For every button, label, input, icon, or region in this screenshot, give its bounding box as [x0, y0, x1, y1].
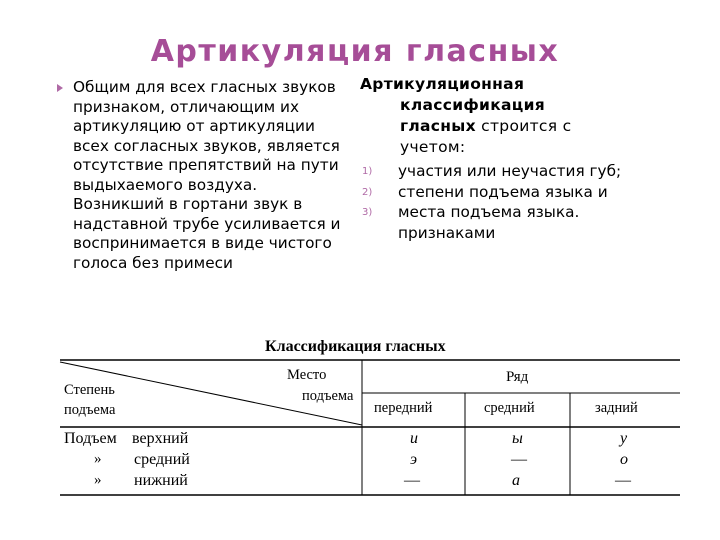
cell-middle-middle: — [511, 451, 527, 468]
heading-line-3 [360, 116, 680, 137]
row-prefix-lower: » [94, 472, 102, 488]
list-item [360, 161, 680, 182]
diag-label-degree: Степень [64, 382, 115, 398]
diag-label-place-2: подъема [302, 388, 354, 404]
diag-label-degree-2: подъема [64, 402, 116, 418]
list-text: участия или неучастия губ; [398, 162, 622, 180]
cell-upper-middle: ы [512, 430, 523, 447]
cell-middle-front: э [410, 451, 418, 468]
heading-line-3-rest: строится с [475, 117, 572, 135]
heading-line-4: учетом: [400, 138, 466, 156]
list-text: степени подъема языка и [398, 182, 608, 201]
slide-title: Артикуляция гласных [150, 34, 560, 69]
list-continuation: признаками [398, 223, 496, 242]
diag-label-place: Место [287, 367, 327, 383]
column-header-front: передний [374, 400, 433, 416]
numbered-list [360, 161, 680, 243]
cell-upper-back: у [620, 430, 628, 447]
row-label-lower: нижний [134, 472, 188, 489]
heading-line-1: Артикуляционная [360, 75, 525, 93]
row-prefix-middle: » [94, 451, 102, 467]
list-item [360, 202, 680, 223]
cell-lower-back: — [615, 472, 631, 489]
list-number: 1) [362, 166, 373, 177]
classification-heading [360, 74, 680, 158]
column-header-back: задний [595, 400, 638, 416]
left-column [57, 78, 347, 330]
vowel-classification-table [52, 330, 682, 502]
left-paragraph: Общим для всех гласных звуков признаком, отличающим их артикуляцию от артикуляции всех согласных звуков, является отсутствие препятствий на пути выдыхаемого воздуха. Возникший в гортани звук в надставной трубе усиливается и воспринимается в виде чистого голоса без примеси [73, 78, 341, 272]
row-prefix-upper: Подъем [64, 430, 117, 447]
table-caption: Классификация гласных [265, 338, 446, 355]
row-label-middle: средний [134, 451, 190, 468]
list-number: 3) [362, 207, 373, 218]
cell-middle-back: о [620, 451, 628, 468]
list-item [360, 182, 680, 203]
row-label-upper: верхний [132, 430, 189, 447]
heading-line-3-bold: гласных [400, 117, 476, 135]
row-group-header: Ряд [506, 369, 529, 385]
list-text: места подъема языка. [398, 203, 580, 221]
cell-lower-middle: а [512, 472, 520, 489]
cell-lower-front: — [404, 472, 420, 489]
right-column [360, 74, 680, 243]
cell-upper-front: и [410, 430, 418, 447]
column-header-middle: средний [484, 400, 535, 416]
bullet-arrow-icon [57, 84, 63, 92]
heading-line-2: классификация [400, 96, 545, 114]
list-number: 2) [362, 186, 373, 198]
